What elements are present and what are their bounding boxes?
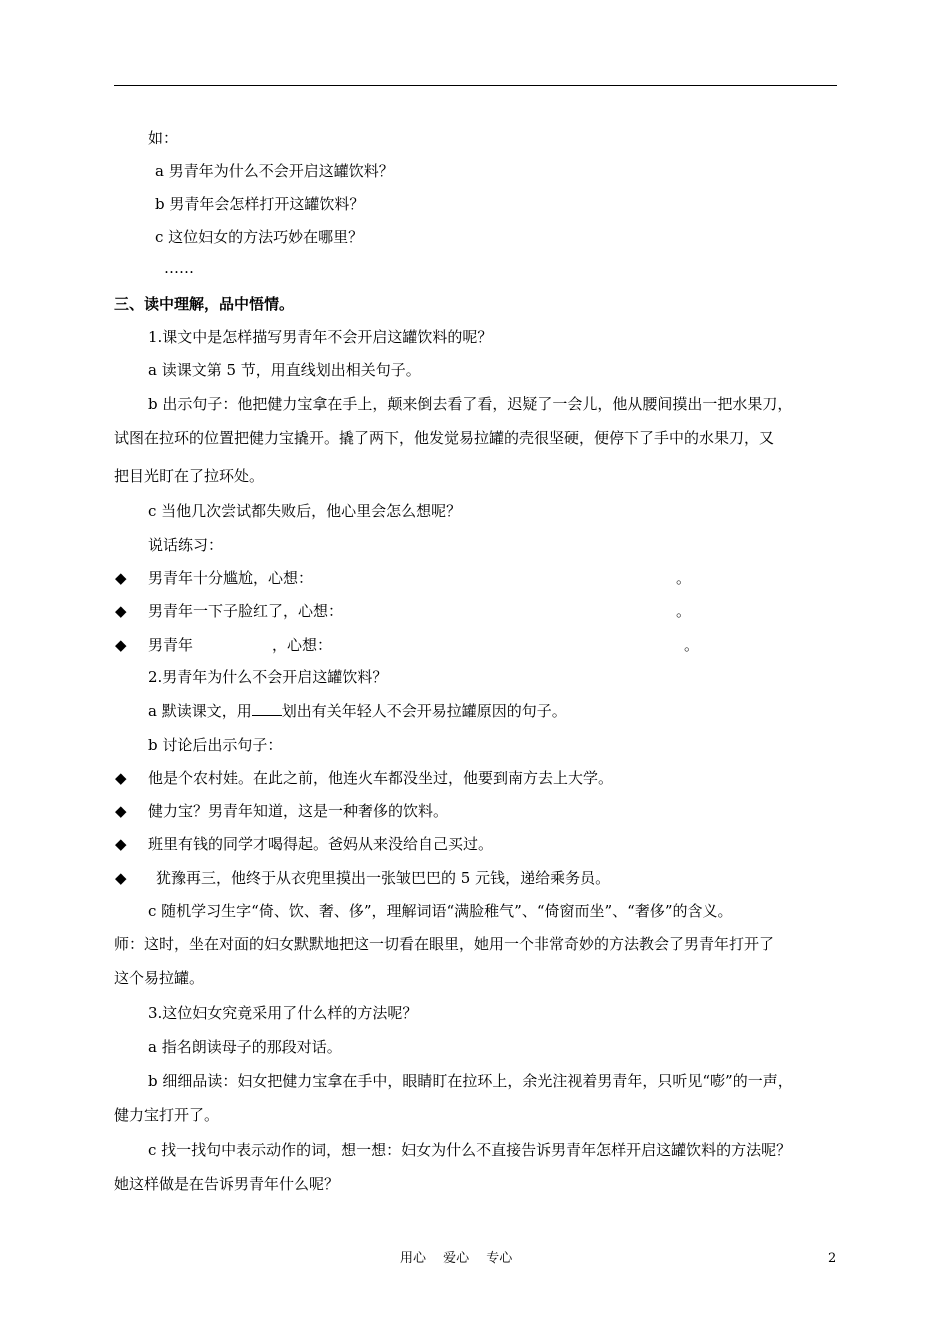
item-3a: a 指名朗读母子的那段对话。 (148, 1038, 342, 1056)
item-3: 3.这位妇女究竟采用了什么样的方法呢？ (148, 1004, 418, 1022)
footer-motto: 用心 爱心 专心 (400, 1251, 513, 1266)
item-3c: c 找一找句中表示动作的词，想一想：妇女为什么不直接告诉男青年怎样开启这罐饮料的方法呢？ (148, 1141, 792, 1159)
teacher-line-cont: 这个易拉罐。 (114, 969, 205, 987)
item-2a (148, 701, 567, 721)
question-c: c 这位妇女的方法巧妙在哪里？ (155, 228, 364, 246)
item-2a-end: 划出有关年轻人不会开易拉罐原因的句子。 (281, 702, 567, 720)
item-2c: c 随机学习生字“倚、饮、奢、侈”，理解词语“满脸稚气”、“倚窗而坐”、“奢侈”的含义。 (148, 902, 733, 920)
header-rule (114, 85, 837, 86)
page-number: 2 (828, 1251, 837, 1266)
underline-blank (252, 701, 282, 716)
bullet-icon: ◆ (115, 802, 127, 820)
bullet-icon: ◆ (115, 569, 127, 587)
speaking-practice-label: 说话练习： (148, 536, 224, 554)
item-1a: a 读课文第 5 节，用直线划出相关句子。 (148, 361, 421, 379)
ellipsis: …… (164, 259, 194, 277)
bullet-icon: ◆ (115, 869, 127, 887)
item-3b-cont: 健力宝打开了。 (114, 1106, 220, 1124)
practice-3-subject: 男青年 (148, 636, 194, 654)
item-3c-cont: 她这样做是在告诉男青年什么呢？ (114, 1175, 340, 1193)
reason-3: 班里有钱的同学才喝得起。爸妈从来没给自己买过。 (148, 835, 494, 853)
item-1c: c 当他几次尝试都失败后，他心里会怎么想呢？ (148, 502, 462, 520)
teacher-line: 师：这时，坐在对面的妇女默默地把这一切看在眼里，她用一个非常奇妙的方法教会了男青年打开了 (114, 935, 775, 953)
practice-2: 男青年一下子脸红了，心想： (148, 602, 344, 620)
bullet-icon: ◆ (115, 636, 127, 654)
question-b: b 男青年会怎样打开这罐饮料？ (155, 195, 365, 213)
item-1b: b 出示句子：他把健力宝拿在手上，颠来倒去看了看，迟疑了一会儿，他从腰间摸出一把水果刀， (148, 395, 793, 413)
example-intro: 如： (148, 129, 179, 147)
practice-1: 男青年十分尴尬，心想： (148, 569, 314, 587)
practice-2-period: 。 (676, 602, 692, 620)
item-2: 2.男青年为什么不会开启这罐饮料？ (148, 668, 388, 686)
item-1b-cont1: 试图在拉环的位置把健力宝撬开。撬了两下，他发觉易拉罐的壳很坚硬，便停下了手中的水果刀，又 (114, 429, 775, 447)
bullet-icon: ◆ (115, 835, 127, 853)
reason-4: 犹豫再三，他终于从衣兜里摸出一张皱巴巴的 5 元钱，递给乘务员。 (156, 869, 611, 887)
bullet-icon: ◆ (115, 769, 127, 787)
item-1: 1.课文中是怎样描写男青年不会开启这罐饮料的呢？ (148, 328, 493, 346)
reason-1: 他是个农村娃。在此之前，他连火车都没坐过，他要到南方去上大学。 (148, 769, 614, 787)
item-2b: b 讨论后出示句子： (148, 736, 283, 754)
section-heading: 三、读中理解，品中悟情。 (114, 295, 295, 313)
item-3b: b 细细品读：妇女把健力宝拿在手中，眼睛盯在拉环上，余光注视着男青年，只听见“嘭”的一声， (148, 1072, 793, 1090)
bullet-icon: ◆ (115, 602, 127, 620)
practice-3-thought: ，心想： (272, 636, 333, 654)
practice-1-period: 。 (676, 569, 692, 587)
item-1b-cont2: 把目光盯在了拉环处。 (114, 467, 265, 485)
practice-3-period: 。 (684, 636, 700, 654)
question-a: a 男青年为什么不会开启这罐饮料？ (155, 162, 394, 180)
item-2a-start: a 默读课文，用 (148, 702, 252, 720)
reason-2: 健力宝？男青年知道，这是一种奢侈的饮料。 (148, 802, 449, 820)
